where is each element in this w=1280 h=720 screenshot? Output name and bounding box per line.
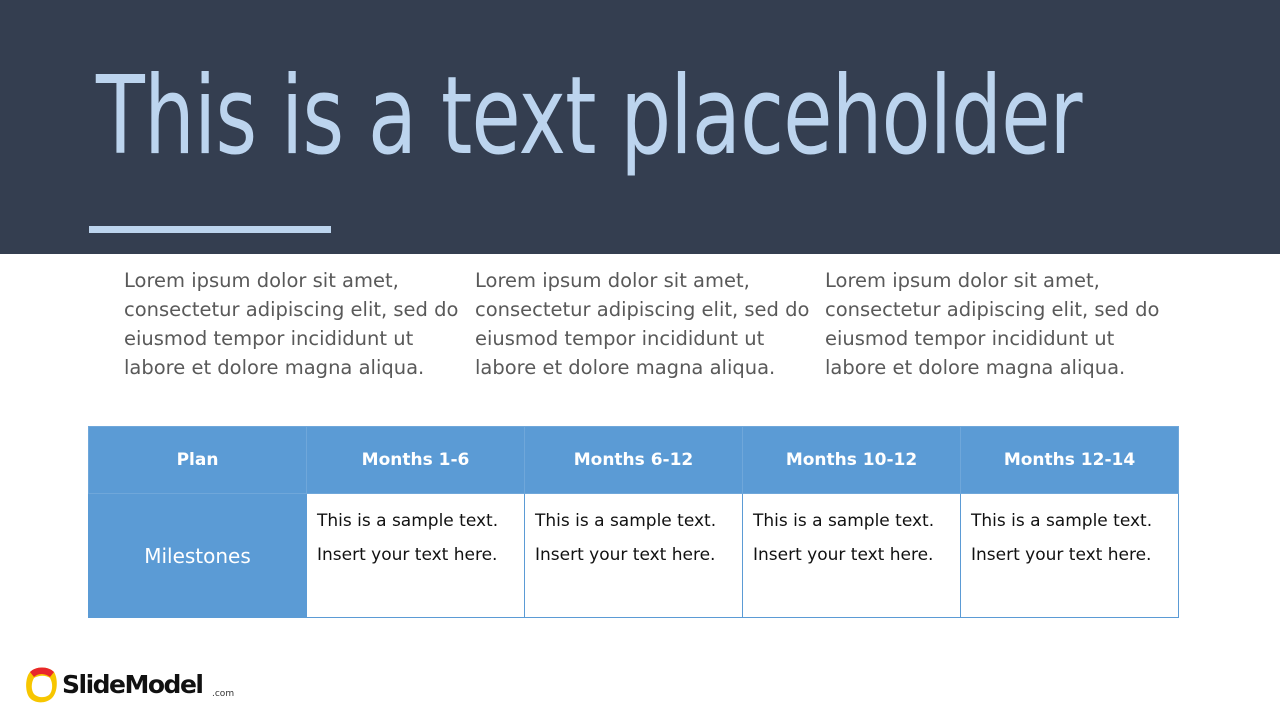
header-months-6-12: Months 6-12 bbox=[525, 427, 743, 494]
header-months-12-14: Months 12-14 bbox=[961, 427, 1179, 494]
title-banner bbox=[0, 0, 1280, 254]
cell-line-1: This is a sample text. bbox=[535, 511, 717, 531]
milestones-table bbox=[88, 426, 1179, 618]
table-cell bbox=[307, 494, 525, 618]
header-months-1-6: Months 1-6 bbox=[307, 427, 525, 494]
text-column-3: Lorem ipsum dolor sit amet, consectetur adipiscing elit, sed do eiusmod tempor incididunt ut labore et dolore magna aliqua. bbox=[825, 269, 1160, 379]
cell-line-2: Insert your text here. bbox=[971, 545, 1152, 565]
table-header-row bbox=[89, 427, 1179, 494]
table-cell bbox=[525, 494, 743, 618]
logo-wordmark: SlideModel bbox=[62, 670, 203, 699]
title-underline bbox=[89, 226, 331, 233]
cell-line-2: Insert your text here. bbox=[317, 545, 498, 565]
text-column-1: Lorem ipsum dolor sit amet, consectetur adipiscing elit, sed do eiusmod tempor incididunt ut labore et dolore magna aliqua. bbox=[124, 269, 459, 379]
header-plan: Plan bbox=[89, 427, 307, 494]
cell-line-2: Insert your text here. bbox=[535, 545, 716, 565]
header-months-10-12: Months 10-12 bbox=[743, 427, 961, 494]
logo-suffix: .com bbox=[212, 689, 235, 699]
table-cell bbox=[743, 494, 961, 618]
row-label-milestones: Milestones bbox=[89, 494, 307, 618]
table-cell bbox=[961, 494, 1179, 618]
cell-line-1: This is a sample text. bbox=[317, 511, 499, 531]
cell-line-1: This is a sample text. bbox=[753, 511, 935, 531]
cell-line-2: Insert your text here. bbox=[753, 545, 934, 565]
table-row bbox=[89, 494, 1179, 618]
text-column-2: Lorem ipsum dolor sit amet, consectetur adipiscing elit, sed do eiusmod tempor incididunt ut labore et dolore magna aliqua. bbox=[475, 269, 810, 379]
cell-line-1: This is a sample text. bbox=[971, 511, 1153, 531]
slide-title: This is a text placeholder bbox=[96, 54, 1082, 179]
slidemodel-logo bbox=[24, 666, 244, 706]
slidemodel-logo-icon bbox=[24, 666, 60, 706]
